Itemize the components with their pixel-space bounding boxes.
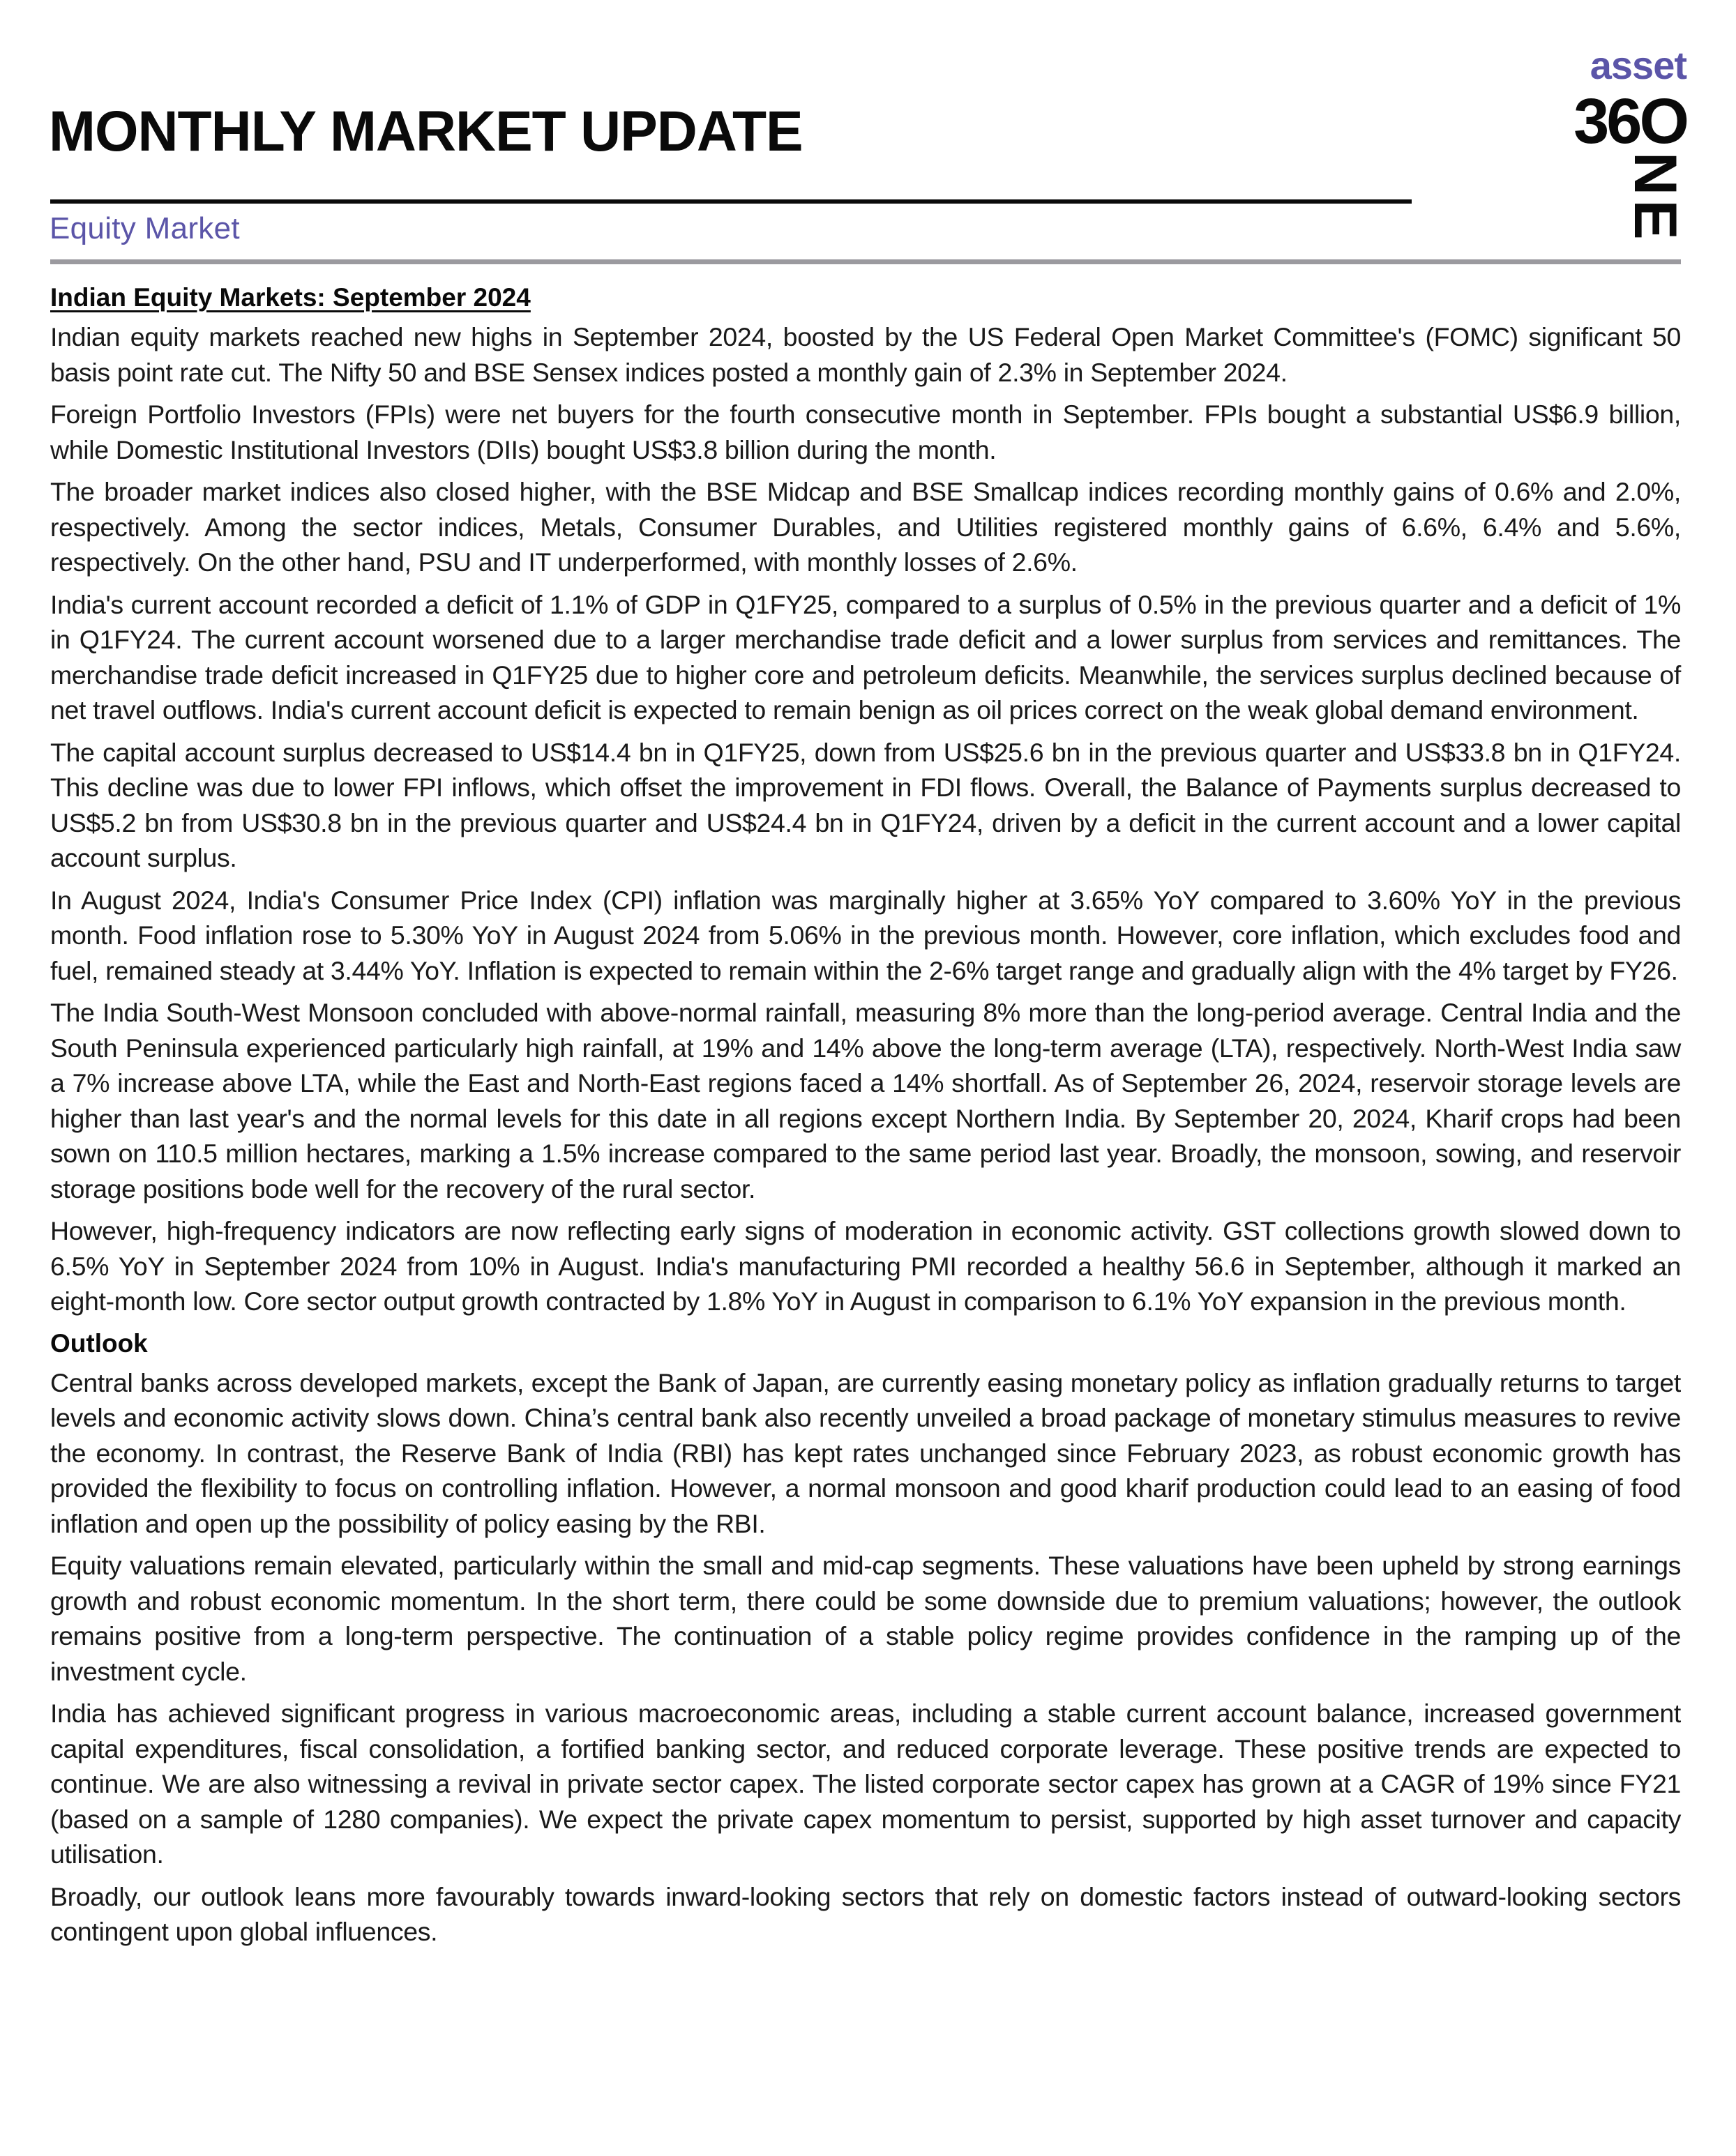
paragraph-sector-outlook: Broadly, our outlook leans more favourably towards inward-looking sectors that rely on domestic factors instead of outward-looking sectors contingent upon global influences.	[50, 1881, 1681, 1946]
logo-letter-e: E	[1622, 199, 1689, 240]
paragraph-equity-valuations: Equity valuations remain elevated, particularly within the small and mid-cap segments. These valuations have been upheld by strong earnings growth and robust economic momentum. In the short term, there could be some downside due to premium valuations; however, the outlook remains positive from a long-term perspective. The continuation of a stable policy regime provides confidence in the ramping up of the investment cycle.	[50, 1551, 1681, 1686]
logo-letter-o: O	[1639, 86, 1686, 157]
logo-360-mark	[1573, 86, 1686, 157]
paragraph-broader-market: The broader market indices also closed higher, with the BSE Midcap and BSE Smallcap indices recording monthly gains of 0.6% and 2.0%, respectively. Among the sector indices, Metals, Consumer Durables, and Utilities registered monthly gains of 6.6%, 6.4% and 5.6%, respectively. On the other hand, PSU and IT underperformed, with monthly losses of 2.6%.	[50, 477, 1681, 577]
paragraph-current-account: India's current account recorded a deficit of 1.1% of GDP in Q1FY25, compared to a surplus of 0.5% in the previous quarter and a deficit of 1% in Q1FY24. The current account worsened due to a larger merchandise trade deficit and a lower surplus from services and remittances. The merchandise trade deficit increased in Q1FY25 due to higher core and petroleum deficits. Meanwhile, the services surplus declined because of net travel outflows. India's current account deficit is expected to remain benign as oil prices correct on the weak global demand environment.	[50, 589, 1681, 724]
paragraph-equity-highs: Indian equity markets reached new highs in September 2024, boosted by the US Federal Open Market Committee's (FOMC) significant 50 basis point rate cut. The Nifty 50 and BSE Sensex indices posted a monthly gain of 2.3% in September 2024.	[50, 322, 1681, 387]
paragraph-macro-progress: India has achieved significant progress in various macroeconomic areas, including a stable current account balance, increased government capital expenditures, fiscal consolidation, a fortified banking sector, and reduced corporate leverage. These positive trends are expected to continue. We are also witnessing a revival in private sector capex. The listed corporate sector capex has grown at a CAGR of 19% since FY21 (based on a sample of 1280 companies). We expect the private capex momentum to persist, supported by high asset turnover and capacity utilisation.	[50, 1699, 1681, 1869]
logo-letter-n: N	[1622, 151, 1689, 196]
outlook-heading: Outlook	[50, 1328, 148, 1358]
logo-asset-word: asset	[1590, 43, 1686, 87]
article-heading: Indian Equity Markets: September 2024	[50, 283, 531, 312]
paragraph-central-banks: Central banks across developed markets, except the Bank of Japan, are currently easing monetary policy as inflation gradually returns to target levels and economic activity slows down. China’s central bank also recently unveiled a broad package of monetary stimulus measures to revive the economy. In contrast, the Reserve Bank of India (RBI) has kept rates unchanged since February 2023, as robust economic growth has provided the flexibility to focus on controlling inflation. However, a normal monsoon and good kharif production could lead to an easing of food inflation and open up the possibility of policy easing by the RBI.	[50, 1367, 1681, 1538]
section-label: Equity Market	[50, 211, 240, 245]
paragraph-cpi-inflation: In August 2024, India's Consumer Price Index (CPI) inflation was marginally higher at 3.65% YoY compared to 3.60% YoY in the previous month. Food inflation rose to 5.30% YoY in August 2024 from 5.06% in the previous month. However, core inflation, which excludes food and fuel, remained steady at 3.44% YoY. Inflation is expected to remain within the 2-6% target range and gradually align with the 4% target by FY26.	[50, 885, 1681, 985]
paragraph-fpi-flows: Foreign Portfolio Investors (FPIs) were net buyers for the fourth consecutive month in September. FPIs bought a substantial US$6.9 billion, while Domestic Institutional Investors (DIIs) bought US$3.8 billion during the month.	[50, 400, 1681, 464]
article-body	[50, 280, 1681, 1957]
asset-360-one-logo	[1534, 43, 1689, 240]
page-title: MONTHLY MARKET UPDATE	[49, 100, 803, 163]
paragraph-capital-account: The capital account surplus decreased to US$14.4 bn in Q1FY25, down from US$25.6 bn in the previous quarter and US$33.8 bn in Q1FY24. This decline was due to lower FPI inflows, which offset the improvement in FDI flows. Overall, the Balance of Payments surplus decreased to US$5.2 bn from US$30.8 bn in the previous quarter and US$24.4 bn in Q1FY24, driven by a deficit in the current account and a lower capital account surplus.	[50, 737, 1681, 872]
title-divider	[50, 199, 1412, 204]
paragraph-high-frequency-indicators: However, high-frequency indicators are now reflecting early signs of moderation in economic activity. GST collections growth slowed down to 6.5% YoY in September 2024 from 10% in August. India's manufacturing PMI recorded a healthy 56.6 in September, although it marked an eight-month low. Core sector output growth contracted by 1.8% YoY in August in comparison to 6.1% YoY expansion in the previous month.	[50, 1216, 1681, 1316]
section-divider	[50, 259, 1681, 264]
paragraph-monsoon: The India South-West Monsoon concluded with above-normal rainfall, measuring 8% more than the long-period average. Central India and the South Peninsula experienced particularly high rainfall, at 19% and 14% above the long-term average (LTA), respectively. North-West India saw a 7% increase above LTA, while the East and North-East regions faced a 14% shortfall. As of September 26, 2024, reservoir storage levels are higher than last year's and the normal levels for this date in all regions except Northern India. By September 20, 2024, Kharif crops had been sown on 110.5 million hectares, marking a 1.5% increase compared to the same period last year. Broadly, the monsoon, sowing, and reservoir storage positions bode well for the recovery of the rural sector.	[50, 998, 1681, 1204]
logo-number: 36	[1573, 86, 1640, 157]
